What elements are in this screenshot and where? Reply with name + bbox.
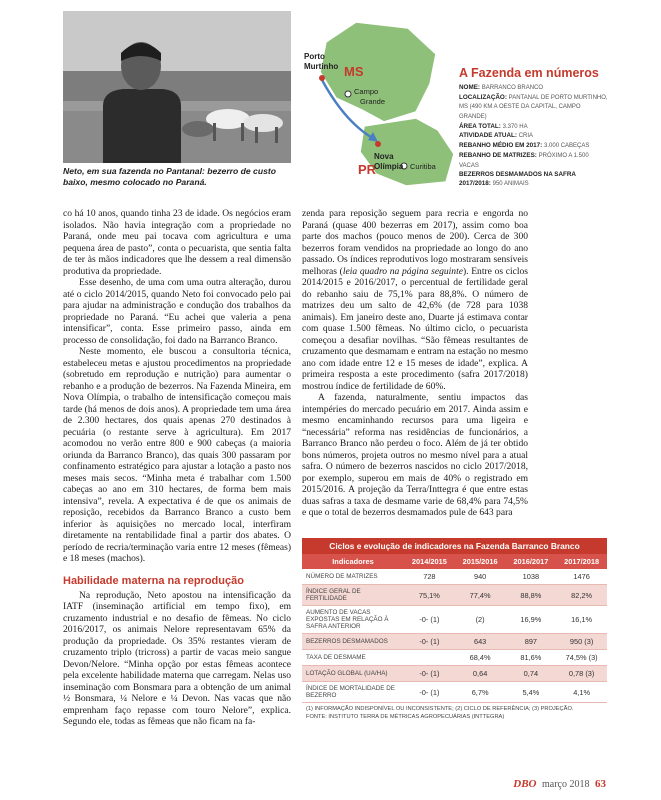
facts-label: REBANHO MÉDIO EM 2017: bbox=[459, 142, 543, 150]
paragraph bbox=[302, 208, 528, 392]
table-row bbox=[302, 585, 607, 606]
table-cell: 1476 bbox=[556, 569, 607, 585]
table-cell: (2) bbox=[455, 606, 506, 634]
table-cell: ÍNDICE GERAL DE FERTILIDADE bbox=[302, 585, 404, 606]
table-cell: 77,4% bbox=[455, 585, 506, 606]
magazine-brand: DBO bbox=[513, 778, 537, 790]
facts-value: BARRANCO BRANCO bbox=[481, 85, 544, 91]
location-map bbox=[298, 14, 458, 192]
facts-label: NOME: bbox=[459, 84, 480, 91]
table-row bbox=[302, 606, 607, 634]
facts-label: ÁREA TOTAL: bbox=[459, 122, 501, 130]
porto-murtinho-dot-icon bbox=[319, 75, 325, 81]
table-cell: 5,4% bbox=[506, 682, 557, 703]
table-cell: AUMENTO DE VACAS EXPOSTAS EM RELAÇÃO À SAFRA ANTERIOR bbox=[302, 606, 404, 634]
table-cell: 16,1% bbox=[556, 606, 607, 634]
map-label-grande: Grande bbox=[360, 97, 386, 106]
facts-label: REBANHO DE MATRIZES: bbox=[459, 151, 537, 159]
campo-grande-dot-icon bbox=[345, 91, 351, 97]
facts-row bbox=[459, 122, 609, 132]
article-column-2 bbox=[302, 208, 528, 519]
photo-caption: Neto, em sua fazenda no Pantanal: bezerro de custo baixo, mesmo colocado no Paraná. bbox=[63, 166, 276, 188]
facts-row bbox=[459, 151, 609, 170]
facts-value: 3.000 CABEÇAS bbox=[544, 143, 590, 150]
table-cell: ÍNDICE DE MORTALIDADE DE BEZERRO bbox=[302, 682, 404, 703]
table-cell: 88,8% bbox=[506, 585, 557, 606]
table-cell: 6,7% bbox=[455, 682, 506, 703]
table-header-cell: 2017/2018 bbox=[556, 554, 607, 569]
map-label-olimpia: Olímpia bbox=[374, 162, 404, 171]
facts-value: PANTANAL DE PORTO MURTINHO, MS (490 KM A OESTE DA CAPITAL, CAMPO GRANDE) bbox=[459, 94, 608, 121]
table-title: Ciclos e evolução de indicadores na Fazenda Barranco Branco bbox=[302, 538, 607, 554]
paragraph: Esse desenho, de uma com uma outra alteração, durou até o ciclo 2014/2015, quando Neto foi convocado pelo pai para ajudar na administração e condução dos trabalhos da propriedade no Paraná. “Eu achei que valeria a pena intensificar”, conta. Esse primeiro passo, ainda em processo de consolidação, foi dado na Barranco Branco. bbox=[63, 277, 291, 346]
map-label-murtinho: Murtinho bbox=[304, 62, 339, 71]
photo-illustration bbox=[63, 11, 291, 163]
facts-label: ATIVIDADE ATUAL: bbox=[459, 132, 517, 140]
table-cell: 82,2% bbox=[556, 585, 607, 606]
subheading: Habilidade materna na reprodução bbox=[63, 574, 244, 587]
table-header-cell: Indicadores bbox=[302, 554, 404, 569]
table-cell: NÚMERO DE MATRIZES bbox=[302, 569, 404, 585]
table-row bbox=[302, 569, 607, 585]
farm-facts bbox=[459, 66, 609, 189]
table-cell: 897 bbox=[506, 634, 557, 650]
table-cell: -0- (1) bbox=[404, 666, 455, 682]
table-cell: 4,1% bbox=[556, 682, 607, 703]
facts-label: BEZERROS DESMAMADOS NA SAFRA 2017/2018: bbox=[459, 171, 576, 188]
photo bbox=[63, 11, 291, 163]
map-label-pr: PR bbox=[358, 162, 377, 177]
map-svg bbox=[298, 14, 458, 192]
table-cell: -0- (1) bbox=[404, 634, 455, 650]
table-cell: 0,74 bbox=[506, 666, 557, 682]
table-cell: 16,9% bbox=[506, 606, 557, 634]
table-body bbox=[302, 554, 607, 703]
table-header-row bbox=[302, 554, 607, 569]
map-label-ms: MS bbox=[344, 64, 364, 79]
table-cell: 68,4% bbox=[455, 650, 506, 666]
map-label-nova: Nova bbox=[374, 152, 394, 161]
facts-value: CRIA bbox=[518, 133, 534, 140]
page-number: 63 bbox=[595, 778, 606, 790]
table-header-cell: 2014/2015 bbox=[404, 554, 455, 569]
page-footer bbox=[513, 778, 606, 790]
table-row bbox=[302, 666, 607, 682]
paragraph-text: zenda para reposição seguem para recria e engorda no Paraná (quase 400 bezerras em 2017), assim como boa parte dos machos (pouco menos de 200). Cerca de 300 bezerros foram vendidos na propriedade ao longo do ano passado. Os índices reprodutivos logo mostraram sensíveis melhoras ( bbox=[302, 208, 528, 277]
paragraph: co há 10 anos, quando tinha 23 de idade. Os negócios eram isolados. Não havia integração com a propriedade no Paraná, onde meu pai tocava com agricultura e uma pequena área de pasto”, conta o pecuarista, que sentia falta de ter às mãos indicadores que lhe dessem a real dimensão produtiva da propriedade. bbox=[63, 208, 291, 277]
table-cell: 0,78 (3) bbox=[556, 666, 607, 682]
table-header-cell: 2015/2016 bbox=[455, 554, 506, 569]
table-cell: 81,6% bbox=[506, 650, 557, 666]
table-cell: 0,64 bbox=[455, 666, 506, 682]
paragraph-italic: leia quadro na página seguinte bbox=[342, 265, 463, 277]
map-label-campo: Campo bbox=[354, 87, 379, 96]
table-cell bbox=[404, 650, 455, 666]
table-row bbox=[302, 682, 607, 703]
indicators-table bbox=[302, 538, 607, 725]
facts-row bbox=[459, 170, 609, 189]
facts-value: 950 ANIMAIS bbox=[492, 181, 529, 188]
table-cell: 1038 bbox=[506, 569, 557, 585]
map-label-curitiba: Curitiba bbox=[410, 162, 436, 171]
article-column-1 bbox=[63, 208, 291, 728]
facts-value: PRÓXIMO A 1.500 VACAS bbox=[459, 152, 589, 169]
table-cell: 75,1% bbox=[404, 585, 455, 606]
facts-title: A Fazenda em números bbox=[459, 66, 599, 80]
table-row bbox=[302, 650, 607, 666]
facts-label: LOCALIZAÇÃO: bbox=[459, 93, 507, 101]
map-label-porto: Porto bbox=[304, 52, 325, 61]
table-cell: 940 bbox=[455, 569, 506, 585]
paragraph: A fazenda, naturalmente, sentiu impactos das intempéries do mercado pecuário em 2017. Ainda assim e mesmo encaminhando recursos para uma ligeira e “necessária” reforma nas residências de funcionários, a Barranco Branco não perdeu o foco. Além de já ter obtido bons números, projeta outros no mesmo nível para a atual safra. O número de bezerros nascidos no ciclo 2017/2018, por exemplo, superou em mais de 40% o registrado em 2015/2016. A projeção da Terra/Inttegra é que entre estas duas safras a taxa de desmame varie de 68,4% para 74,5% e que o total de bezerros desmamados pule de 643 para bbox=[302, 392, 528, 518]
table-cell: -0- (1) bbox=[404, 682, 455, 703]
facts-row bbox=[459, 93, 609, 122]
table-notes bbox=[302, 703, 607, 725]
facts-row bbox=[459, 131, 609, 141]
table-cell: LOTAÇÃO GLOBAL (UA/HA) bbox=[302, 666, 404, 682]
table-source: FONTE: INSTITUTO TERRA DE MÉTRICAS AGROPECUÁRIAS (INTTEGRA) bbox=[306, 713, 505, 720]
paragraph: Na reprodução, Neto apostou na intensificação da IATF (inseminação artificial em tempo fixo), em cruzamento industrial e no desafio de fêmeas. No ciclo 2016/2017, os animais Nelore representavam 65% da produção da propriedade. Os 35% restantes vieram de cruzamento triplo (tricross) a partir de vacas meio sangue Devon/Nelore. “Minha opção por estas fêmeas acontece pela excelente habilidade materna que carregam. Nelas uso inseminação com Bonsmara para a obtenção de um animal ½ Bonsmara, ¼ Nelore e ¼ Devon. Nas vacas que não emprenham faço repasse com touro Nelore”, explica. Segundo ele, todas as fêmeas que não ficam na fa- bbox=[63, 589, 291, 728]
table-cell: -0- (1) bbox=[404, 606, 455, 634]
paragraph: Neste momento, ele buscou a consultoria técnica, estabeleceu metas e ajustou procedimentos na propriedade (sobretudo em reprodução e nutrição) para aumentar o rebanho e a produção de bezerros. Na Fazenda Mineira, em Nova Olímpia, o trabalho de intensificação começou mais tarde (há menos de dois anos). A propriedade tem uma área de 2.300 hectares, dos quais apenas 270 destinados à pecuária (o restante serve à agricultura). Em 2017 acomodou no verão entre 800 e 900 cabeças (a maioria oriunda da Barranco Branco), das quais 300 passaram por confinamento estratégico para ajustar a lotação a pasto nos meses mais secos. “Minha meta é trabalhar com 1.500 cabeças ao ano em 310 hectares, de forma bem mais intensiva”, revela. A expectativa é de que os animais de reposição, recebidos da Barranco Branco a custo bem inferior às aquisições no mercado local, interfiram diretamente na rentabilidade final a partir dos abates. O período de recria/terminação varia entre 12 meses (fêmeas) e 18 meses (machos). bbox=[63, 346, 291, 564]
table-row bbox=[302, 634, 607, 650]
table-cell: 950 (3) bbox=[556, 634, 607, 650]
table-cell: 643 bbox=[455, 634, 506, 650]
facts-value: 3.370 HA bbox=[502, 123, 528, 130]
facts-row bbox=[459, 83, 609, 93]
table-note: (1) INFORMAÇÃO INDISPONÍVEL OU INCONSISTENTE; (2) CICLO DE REFERÊNCIA; (3) PROJEÇÃO. bbox=[306, 706, 574, 712]
table-cell: 728 bbox=[404, 569, 455, 585]
table-cell: TAXA DE DESMAME bbox=[302, 650, 404, 666]
nova-olimpia-dot-icon bbox=[375, 141, 381, 147]
table-cell: 74,5% (3) bbox=[556, 650, 607, 666]
table-header-cell: 2016/2017 bbox=[506, 554, 557, 569]
facts-row bbox=[459, 141, 609, 151]
paragraph-text: ). Entre os ciclos 2014/2015 e 2016/2017, o percentual de fertilidade geral do rebanho saiu de 75,1% para 88,8%. O número de matrizes deu um salto de 42,6% (de 728 para 1038 animais). Em janeiro deste ano, Duarte já estimava contar com quase 1.500 fêmeas. No último ciclo, o pecuarista começou a desafiar novilhas. “São fêmeas resultantes de cruzamento que desmamam e entram na estação no mesmo ano com idade entre 12 e 15 meses de idade”, explica. A primeira resposta a este procedimento (safra 2017/2018) mostrou índice de fertilidade de 60%. bbox=[302, 265, 528, 392]
issue-date: março 2018 bbox=[542, 779, 590, 790]
table-cell: BEZERROS DESMAMADOS bbox=[302, 634, 404, 650]
ms-state-shape bbox=[320, 22, 436, 122]
